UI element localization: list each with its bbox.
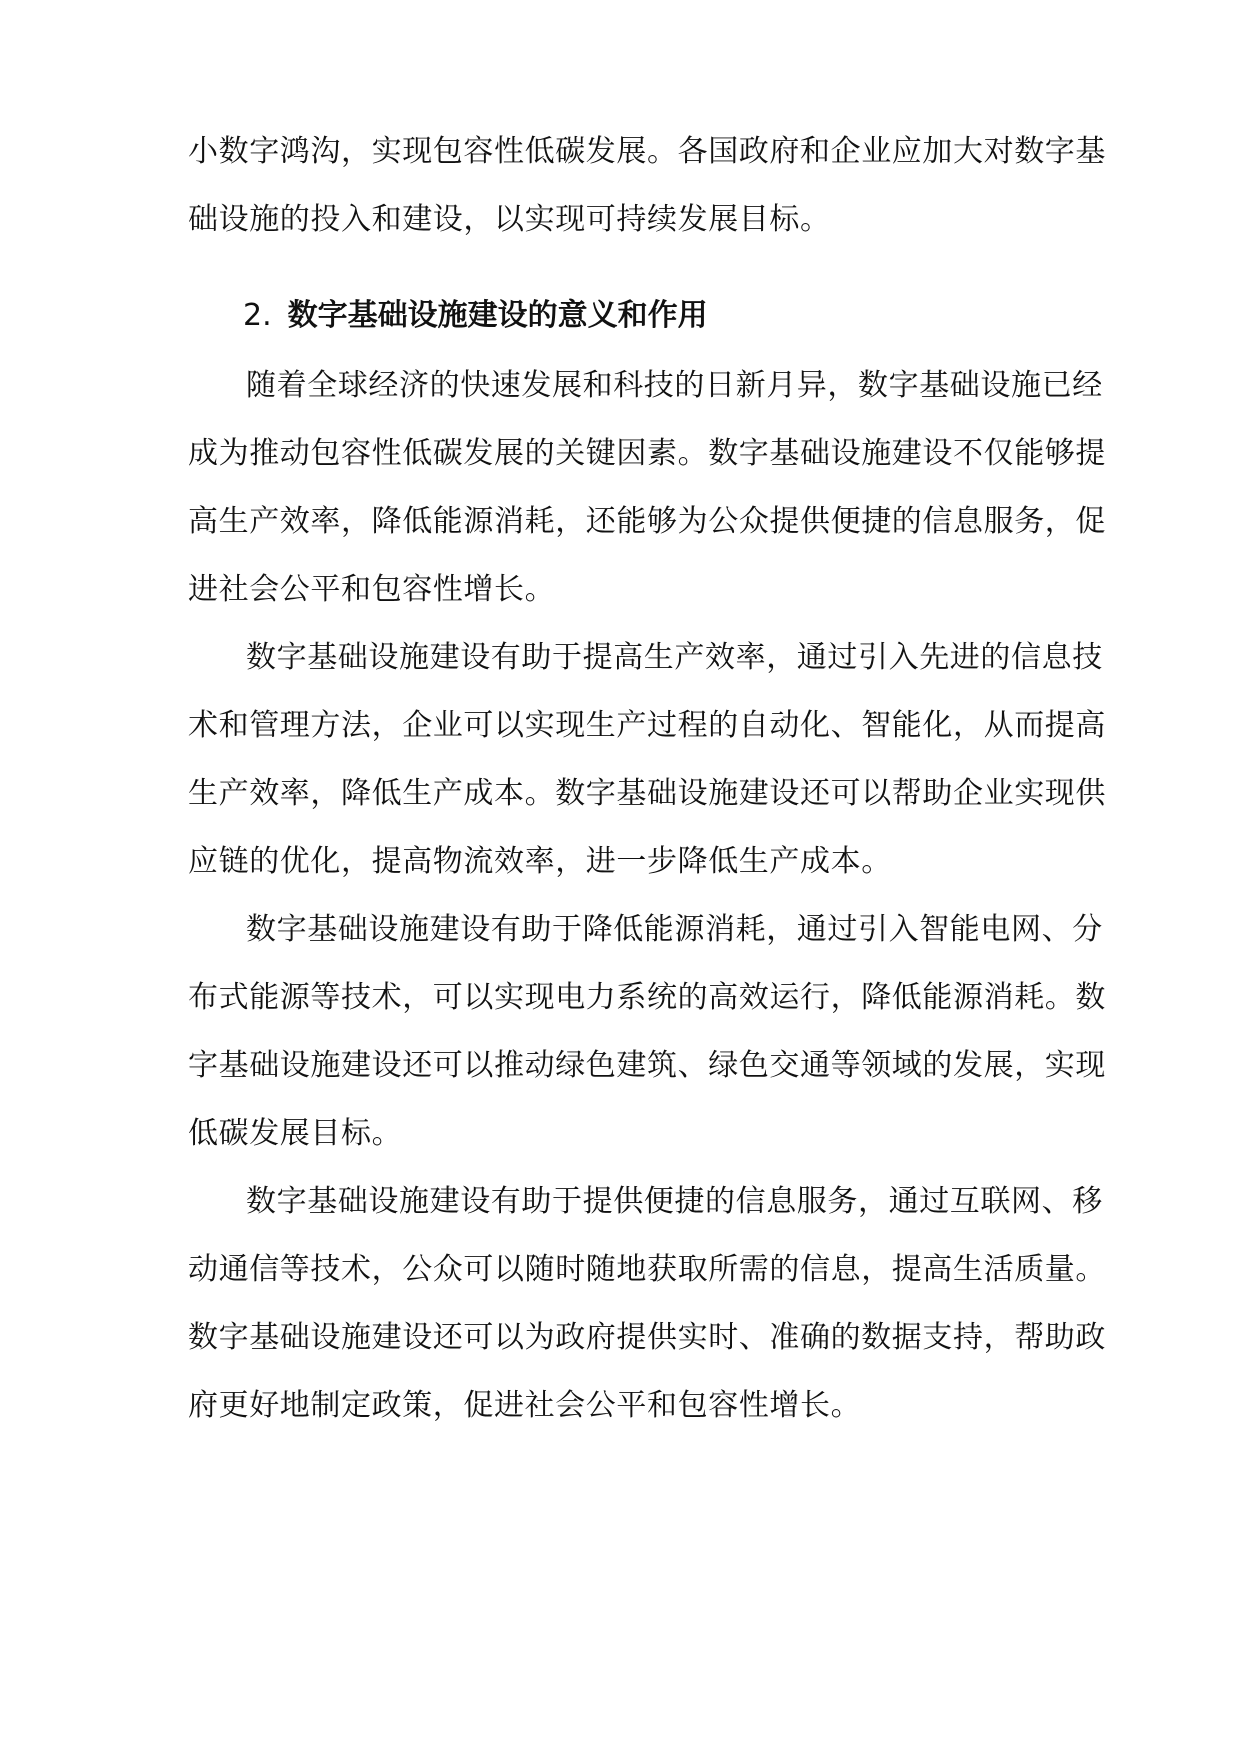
text-line: 高生产效率，降低能源消耗，还能够为公众提供便捷的信息服务，促	[188, 504, 1106, 539]
text-line: 字基础设施建设还可以推动绿色建筑、绿色交通等领域的发展，实现	[188, 1048, 1106, 1083]
text-line: 成为推动包容性低碳发展的关键因素。数字基础设施建设不仅能够提	[188, 436, 1106, 471]
text-line: 数字基础设施建设还可以为政府提供实时、准确的数据支持，帮助政	[188, 1320, 1106, 1355]
text-line: 随着全球经济的快速发展和科技的日新月异，数字基础设施已经	[246, 368, 1103, 403]
text-line: 数字基础设施建设有助于降低能源消耗，通过引入智能电网、分	[246, 912, 1103, 947]
text-line: 生产效率，降低生产成本。数字基础设施建设还可以帮助企业实现供	[188, 776, 1106, 811]
text-line: 动通信等技术，公众可以随时随地获取所需的信息，提高生活质量。	[188, 1252, 1106, 1287]
text-line: 应链的优化，提高物流效率，进一步降低生产成本。	[188, 844, 892, 879]
text-line: 数字基础设施建设有助于提供便捷的信息服务，通过互联网、移	[246, 1184, 1103, 1219]
text-line: 进社会公平和包容性增长。	[188, 572, 556, 607]
text-line: 础设施的投入和建设，以实现可持续发展目标。	[188, 202, 831, 237]
text-line: 数字基础设施建设有助于提高生产效率，通过引入先进的信息技	[246, 640, 1103, 675]
text-line: 术和管理方法，企业可以实现生产过程的自动化、智能化，从而提高	[188, 708, 1106, 743]
text-line: 低碳发展目标。	[188, 1116, 403, 1151]
section-heading	[243, 296, 708, 336]
text-line: 府更好地制定政策，促进社会公平和包容性增长。	[188, 1388, 862, 1423]
section-title: 数字基础设施建设的意义和作用	[287, 298, 708, 333]
section-number: 2.	[243, 298, 272, 333]
text-line: 小数字鸿沟，实现包容性低碳发展。各国政府和企业应加大对数字基	[188, 134, 1106, 169]
text-line: 布式能源等技术，可以实现电力系统的高效运行，降低能源消耗。数	[188, 980, 1106, 1015]
